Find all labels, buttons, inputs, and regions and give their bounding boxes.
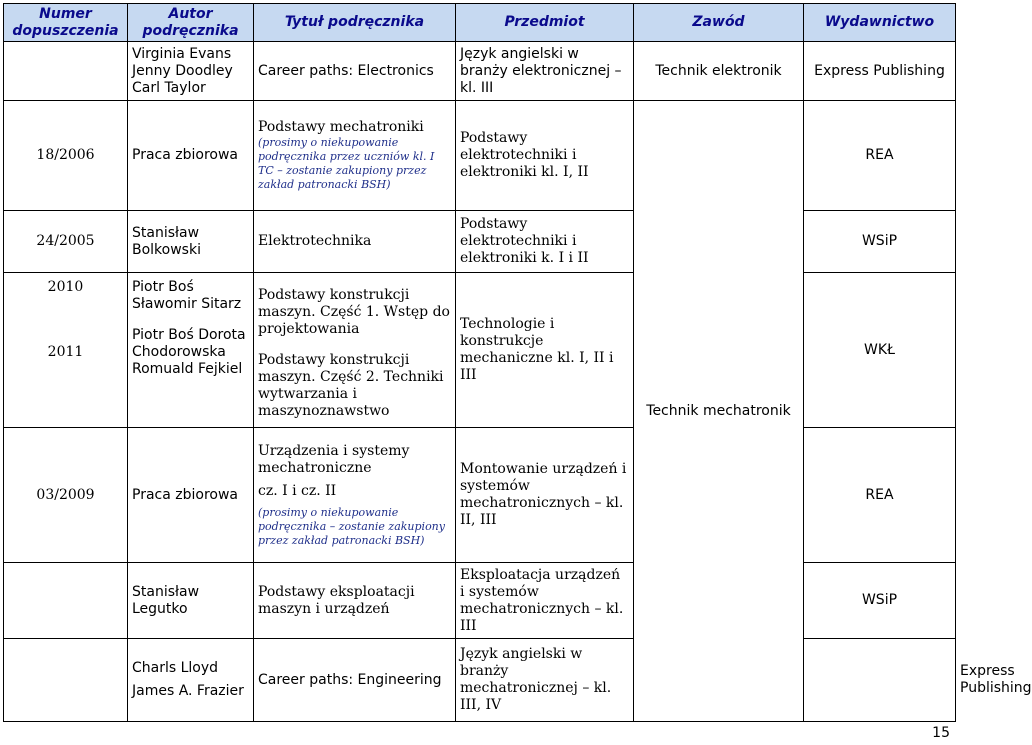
profession-cell <box>634 101 804 722</box>
title-text: Podstawy konstrukcji maszyn. Część 1. Wstęp do projektowania <box>258 287 450 337</box>
publisher-cell: WSiP <box>804 563 956 639</box>
publisher-cell: WSiP <box>804 211 956 273</box>
title-cell: Career paths: Electronics <box>254 42 456 101</box>
subject-cell: Montowanie urządzeń i systemów mechatronicznych – kl. II, III <box>456 428 634 563</box>
table-row: Charls Lloyd James A. Frazier Career paths: Engineering Język angielski w branży mechatronicznej – kl. III, IV Express Publishing <box>4 639 956 722</box>
author-cell: Stanisław Bolkowski <box>128 211 254 273</box>
textbook-table <box>3 3 1032 722</box>
title-cell <box>254 273 456 428</box>
title-text: Podstawy mechatroniki <box>258 119 424 135</box>
title-text: Urządzenia i systemy mechatroniczne <box>258 442 410 476</box>
number-text: 2010 <box>47 279 84 295</box>
title-cell: Career paths: Engineering <box>254 639 456 722</box>
table-row <box>4 563 956 639</box>
number-text: 2011 <box>47 344 84 360</box>
header-author: Autor podręcznika <box>128 4 254 42</box>
author-cell: Stanisław Legutko <box>128 563 254 639</box>
publisher-cell: REA <box>804 101 956 211</box>
number-cell: 24/2005 <box>4 211 128 273</box>
profession-cell: Technik elektronik <box>634 42 804 101</box>
header-row <box>4 4 956 42</box>
table-row <box>4 42 956 101</box>
author-name: Jenny Doodley <box>132 62 233 79</box>
author-cell <box>128 639 254 722</box>
subject-cell: Język angielski w branży elektronicznej – kl. III <box>456 42 634 101</box>
table-row <box>4 211 956 273</box>
number-cell: 18/2006 <box>4 101 128 211</box>
title-note: (prosimy o niekupowanie podręcznika przez uczniów kl. I TC – zostanie zakupiony przez zakład patronacki BSH) <box>258 136 435 191</box>
number-cell <box>4 273 128 428</box>
author-cell: Praca zbiorowa <box>128 101 254 211</box>
subject-cell: Eksploatacja urządzeń i systemów mechatronicznych – kl. III <box>456 563 634 639</box>
publisher-cell: WKŁ <box>804 273 956 428</box>
number-cell <box>4 563 128 639</box>
author-cell <box>128 42 254 101</box>
author-name: Carl Taylor <box>132 79 206 96</box>
header-title: Tytuł podręcznika <box>254 4 456 42</box>
author-name: Charls Lloyd <box>132 660 219 676</box>
table-row <box>4 428 956 563</box>
title-text: Podstawy konstrukcji maszyn. Część 2. Techniki wytwarzania i maszynoznawstwo <box>258 352 444 419</box>
title-cell <box>254 101 456 211</box>
header-number: Numer dopuszczenia <box>4 4 128 42</box>
author-cell <box>128 273 254 428</box>
title-text: cz. I i cz. II <box>258 482 337 499</box>
title-cell <box>254 428 456 563</box>
publisher-cell: REA <box>804 428 956 563</box>
subject-cell: Podstawy elektrotechniki i elektroniki kl. I, II <box>456 101 634 211</box>
title-cell: Podstawy eksploatacji maszyn i urządzeń <box>254 563 456 639</box>
profession-cell <box>804 639 956 722</box>
publisher-cell: Express Publishing <box>804 42 956 101</box>
subject-cell: Technologie i konstrukcje mechaniczne kl. I, II i III <box>456 273 634 428</box>
title-note: (prosimy o niekupowanie podręcznika – zostanie zakupiony przez zakład patronacki BSH) <box>258 505 445 547</box>
header-subject: Przedmiot <box>456 4 634 42</box>
subject-cell: Podstawy elektrotechniki i elektroniki k. I i II <box>456 211 634 273</box>
author-name: Piotr Boś Dorota Chodorowska Romuald Fejkiel <box>132 327 246 377</box>
number-cell <box>4 639 128 722</box>
subject-cell: Język angielski w branży mechatronicznej – kl. III, IV <box>456 639 634 722</box>
title-cell: Elektrotechnika <box>254 211 456 273</box>
author-name: Virginia Evans <box>132 45 232 62</box>
author-cell: Praca zbiorowa <box>128 428 254 563</box>
author-name: James A. Frazier <box>132 683 244 699</box>
number-cell: 03/2009 <box>4 428 128 563</box>
profession-group: Technik mechatronik <box>646 402 791 419</box>
table-row <box>4 101 956 211</box>
header-profession: Zawód <box>634 4 804 42</box>
author-name: Piotr Boś Sławomir Sitarz <box>132 279 242 312</box>
table-row <box>4 273 956 428</box>
number-cell <box>4 42 128 101</box>
page-number: 15 <box>932 725 950 741</box>
header-publisher: Wydawnictwo <box>804 4 956 42</box>
